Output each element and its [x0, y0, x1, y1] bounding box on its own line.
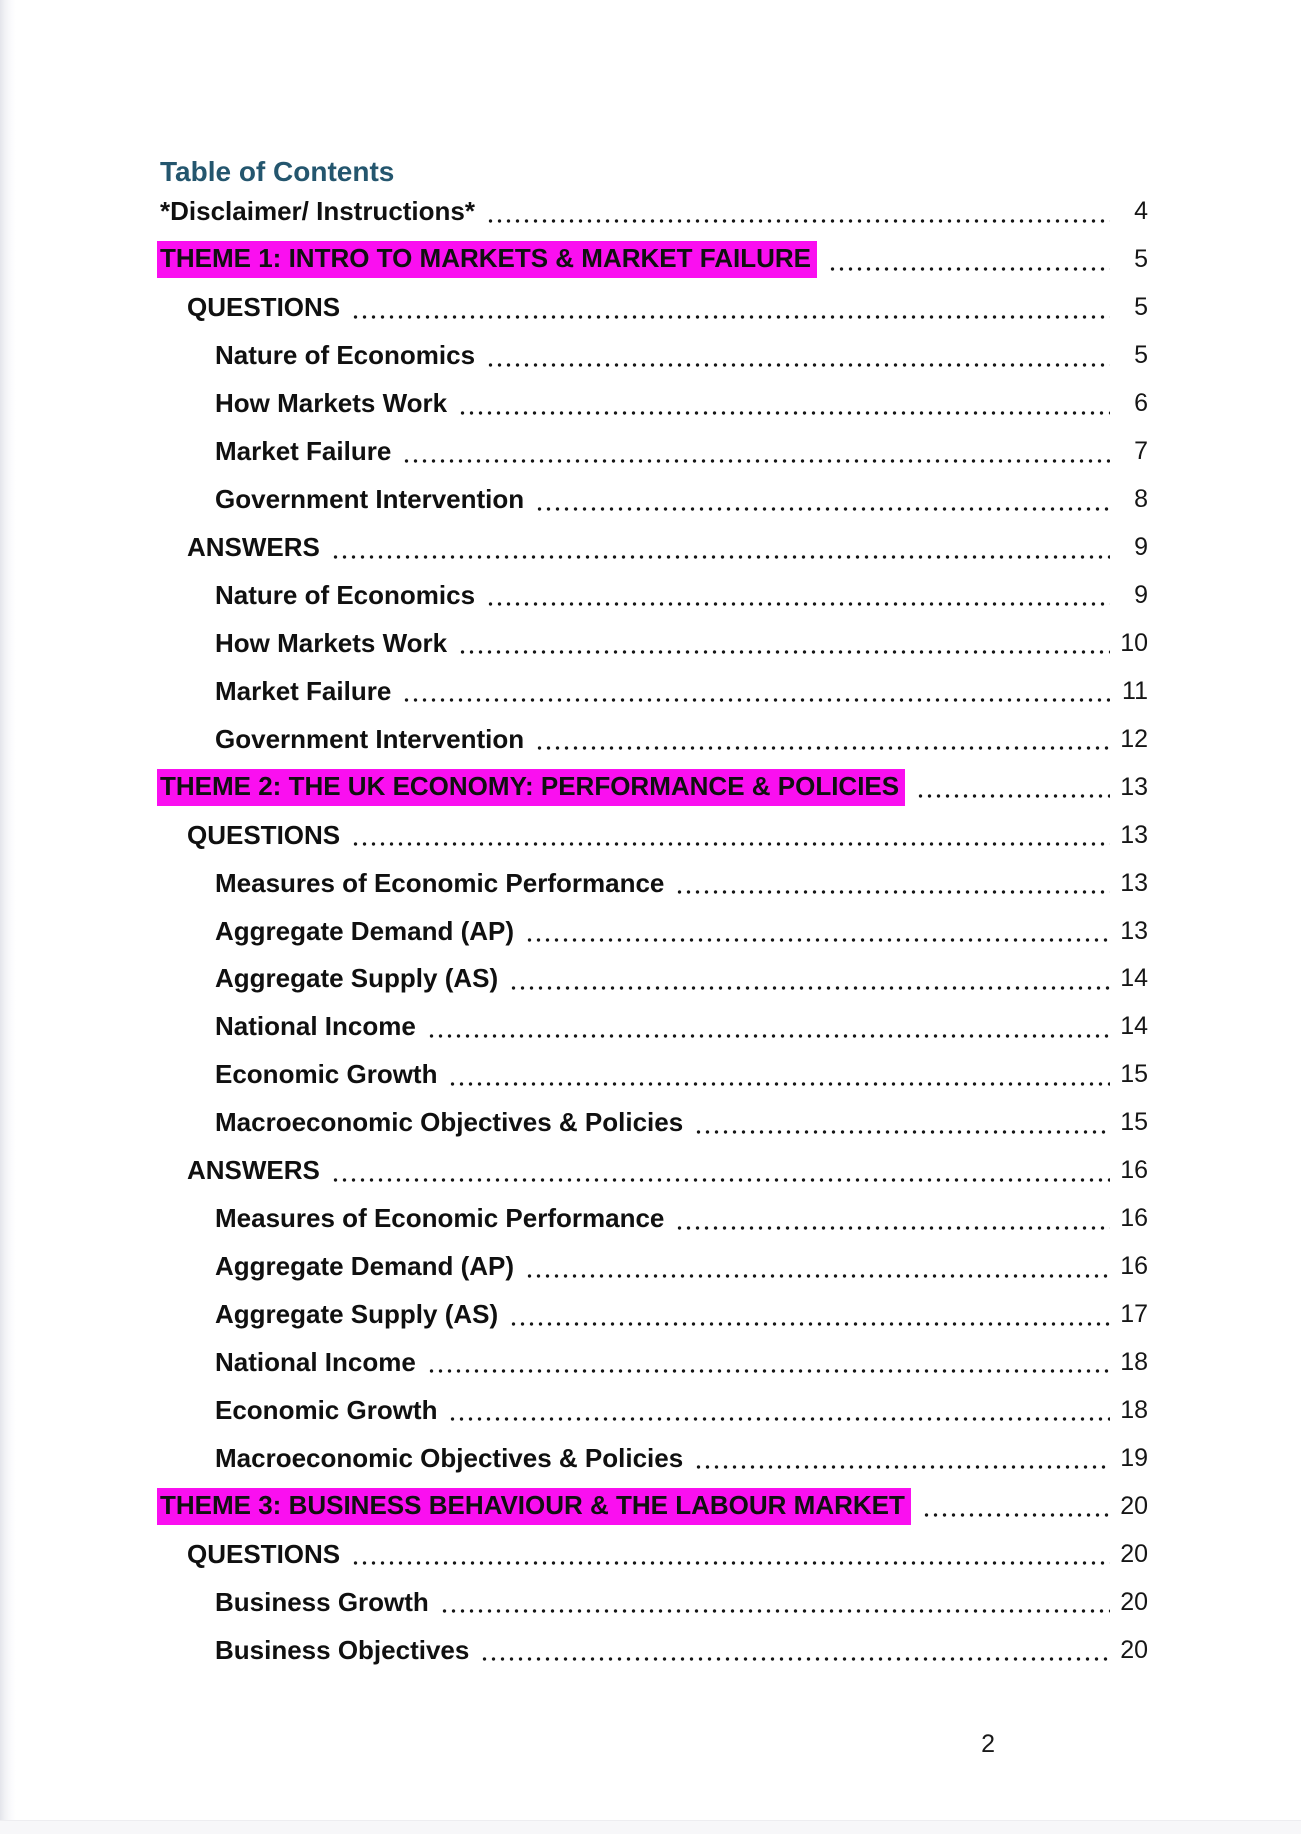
toc-entry-label: Macroeconomic Objectives & Policies: [215, 1442, 684, 1473]
toc-entry-label: Business Objectives: [215, 1634, 470, 1665]
toc-entry[interactable]: [160, 236, 1148, 284]
scan-edge-left: [0, 0, 16, 1834]
toc-entry-page-number: 18: [1120, 1395, 1148, 1424]
dot-leader: [351, 1561, 1110, 1565]
toc-entry-label: THEME 3: BUSINESS BEHAVIOUR & THE LABOUR MARKET: [157, 1488, 911, 1525]
dot-leader: [458, 411, 1110, 415]
toc-entry-label: Economic Growth: [215, 1059, 438, 1090]
toc-entry-page-number: 13: [1120, 820, 1148, 849]
toc-entry[interactable]: [160, 619, 1148, 667]
dot-leader: [402, 459, 1110, 463]
toc-entry-page-number: 18: [1120, 1347, 1148, 1376]
toc-entry[interactable]: [160, 811, 1148, 859]
toc-entry[interactable]: [160, 1195, 1148, 1243]
scan-edge-bottom: [0, 1820, 1301, 1834]
toc-entry-label: QUESTIONS: [187, 819, 341, 850]
toc-entry[interactable]: [160, 667, 1148, 715]
toc-entry-label: *Disclaimer/ Instructions*: [160, 196, 475, 227]
toc-entry-label: Economic Growth: [215, 1394, 438, 1425]
toc-entry-page-number: 16: [1120, 1156, 1148, 1185]
toc-entry-page-number: 14: [1120, 1012, 1148, 1041]
dot-leader: [922, 1513, 1110, 1517]
toc-entry[interactable]: [160, 476, 1148, 524]
dot-leader: [458, 650, 1110, 654]
toc-entry-label: Aggregate Supply (AS): [215, 963, 499, 994]
toc-entry-label: How Markets Work: [215, 627, 448, 658]
toc-entry-label: Nature of Economics: [215, 579, 476, 610]
toc-entry-label: Measures of Economic Performance: [215, 867, 665, 898]
toc-entry-page-number: 10: [1120, 628, 1148, 657]
toc-entry-label: Aggregate Demand (AP): [215, 915, 515, 946]
toc-entry-label: Business Growth: [215, 1586, 429, 1617]
toc-entry-label: ANSWERS: [187, 532, 320, 563]
toc-entry-page-number: 16: [1120, 1204, 1148, 1233]
dot-leader: [351, 315, 1110, 319]
toc-entry[interactable]: [160, 1578, 1148, 1626]
dot-leader: [448, 1417, 1110, 1421]
dot-leader: [486, 602, 1110, 606]
toc-entry-label: THEME 2: THE UK ECONOMY: PERFORMANCE & POLICIES: [157, 769, 905, 806]
dot-leader: [525, 1274, 1110, 1278]
toc-entry[interactable]: [160, 907, 1148, 955]
toc-entry[interactable]: [160, 284, 1148, 332]
toc-entry-page-number: 14: [1120, 964, 1148, 993]
toc-entry[interactable]: [160, 1386, 1148, 1434]
dot-leader: [331, 555, 1110, 559]
toc-entry-page-number: 13: [1120, 916, 1148, 945]
dot-leader: [331, 1178, 1110, 1182]
dot-leader: [427, 1034, 1110, 1038]
toc-entry[interactable]: [160, 332, 1148, 380]
toc-entry[interactable]: [160, 188, 1148, 236]
toc-entry[interactable]: [160, 715, 1148, 763]
toc-entry[interactable]: [160, 1099, 1148, 1147]
toc-entry-page-number: 13: [1120, 868, 1148, 897]
toc-entry-page-number: 15: [1120, 1108, 1148, 1137]
toc-entry-page-number: 20: [1120, 1587, 1148, 1616]
toc-entry-label: Aggregate Supply (AS): [215, 1299, 499, 1330]
toc-entry-page-number: 11: [1122, 676, 1148, 705]
toc-entry[interactable]: [160, 1530, 1148, 1578]
toc-entry-page-number: 19: [1120, 1443, 1148, 1472]
toc-entry[interactable]: [160, 1003, 1148, 1051]
toc-entry-label: Market Failure: [215, 675, 392, 706]
toc-entry-page-number: 16: [1120, 1252, 1148, 1281]
dot-leader: [448, 1082, 1110, 1086]
toc-entry[interactable]: [160, 380, 1148, 428]
dot-leader: [509, 986, 1110, 990]
toc-entry[interactable]: [160, 859, 1148, 907]
toc-entry-page-number: 4: [1134, 197, 1148, 226]
toc-entry[interactable]: [160, 524, 1148, 572]
toc-entry-page-number: 5: [1134, 293, 1148, 322]
dot-leader: [675, 1226, 1110, 1230]
toc-entry[interactable]: [160, 1434, 1148, 1482]
toc-entry-label: THEME 1: INTRO TO MARKETS & MARKET FAILURE: [157, 241, 817, 278]
toc-entry-label: National Income: [215, 1011, 416, 1042]
toc-entry[interactable]: [160, 428, 1148, 476]
toc-entry-label: Nature of Economics: [215, 340, 476, 371]
dot-leader: [675, 890, 1110, 894]
toc-entry-page-number: 20: [1120, 1635, 1148, 1664]
toc-entry-page-number: 7: [1134, 437, 1148, 466]
dot-leader: [525, 938, 1110, 942]
toc-entry-label: Market Failure: [215, 436, 392, 467]
toc-entry[interactable]: [160, 1051, 1148, 1099]
toc-entry-page-number: 17: [1120, 1300, 1148, 1329]
toc-entry-page-number: 5: [1134, 245, 1148, 274]
toc-entry-label: Macroeconomic Objectives & Policies: [215, 1107, 684, 1138]
toc-entry-page-number: 9: [1134, 580, 1148, 609]
toc-entry-label: Aggregate Demand (AP): [215, 1251, 515, 1282]
toc-entry[interactable]: [160, 1147, 1148, 1195]
toc-entry[interactable]: [160, 1339, 1148, 1387]
toc-entry-label: How Markets Work: [215, 388, 448, 419]
toc-title: Table of Contents: [160, 156, 395, 187]
toc-entry[interactable]: [160, 1626, 1148, 1674]
toc-entry[interactable]: [160, 1291, 1148, 1339]
toc-entry[interactable]: [160, 1482, 1148, 1530]
toc-entry-label: Government Intervention: [215, 484, 525, 515]
dot-leader: [351, 842, 1110, 846]
toc-entry-page-number: 20: [1120, 1539, 1148, 1568]
toc-entry-label: Government Intervention: [215, 723, 525, 754]
toc-entry-page-number: 6: [1134, 389, 1148, 418]
toc-list: [160, 188, 1148, 1674]
dot-leader: [535, 746, 1110, 750]
dot-leader: [509, 1322, 1110, 1326]
toc-entry-label: ANSWERS: [187, 1155, 320, 1186]
dot-leader: [694, 1130, 1110, 1134]
toc-entry-page-number: 13: [1120, 772, 1148, 801]
toc-entry-label: QUESTIONS: [187, 1538, 341, 1569]
toc-entry-page-number: 12: [1120, 724, 1148, 753]
dot-leader: [486, 219, 1110, 223]
toc-entry-page-number: 8: [1134, 485, 1148, 514]
dot-leader: [427, 1369, 1110, 1373]
dot-leader: [402, 698, 1110, 702]
toc-entry[interactable]: [160, 572, 1148, 620]
dot-leader: [535, 507, 1110, 511]
dot-leader: [694, 1465, 1110, 1469]
toc-entry[interactable]: [160, 955, 1148, 1003]
toc-entry-page-number: 9: [1134, 533, 1148, 562]
toc-entry-label: QUESTIONS: [187, 292, 341, 323]
dot-leader: [916, 794, 1110, 798]
dot-leader: [828, 267, 1110, 271]
toc-entry-page-number: 15: [1120, 1060, 1148, 1089]
page-footer-number: 2: [981, 1730, 995, 1758]
toc-entry-page-number: 5: [1134, 341, 1148, 370]
toc-entry[interactable]: [160, 763, 1148, 811]
toc-entry-page-number: 20: [1120, 1491, 1148, 1520]
toc-entry-label: Measures of Economic Performance: [215, 1203, 665, 1234]
toc-entry[interactable]: [160, 1243, 1148, 1291]
dot-leader: [440, 1609, 1110, 1613]
dot-leader: [480, 1657, 1110, 1661]
dot-leader: [486, 363, 1110, 367]
toc-entry-label: National Income: [215, 1346, 416, 1377]
